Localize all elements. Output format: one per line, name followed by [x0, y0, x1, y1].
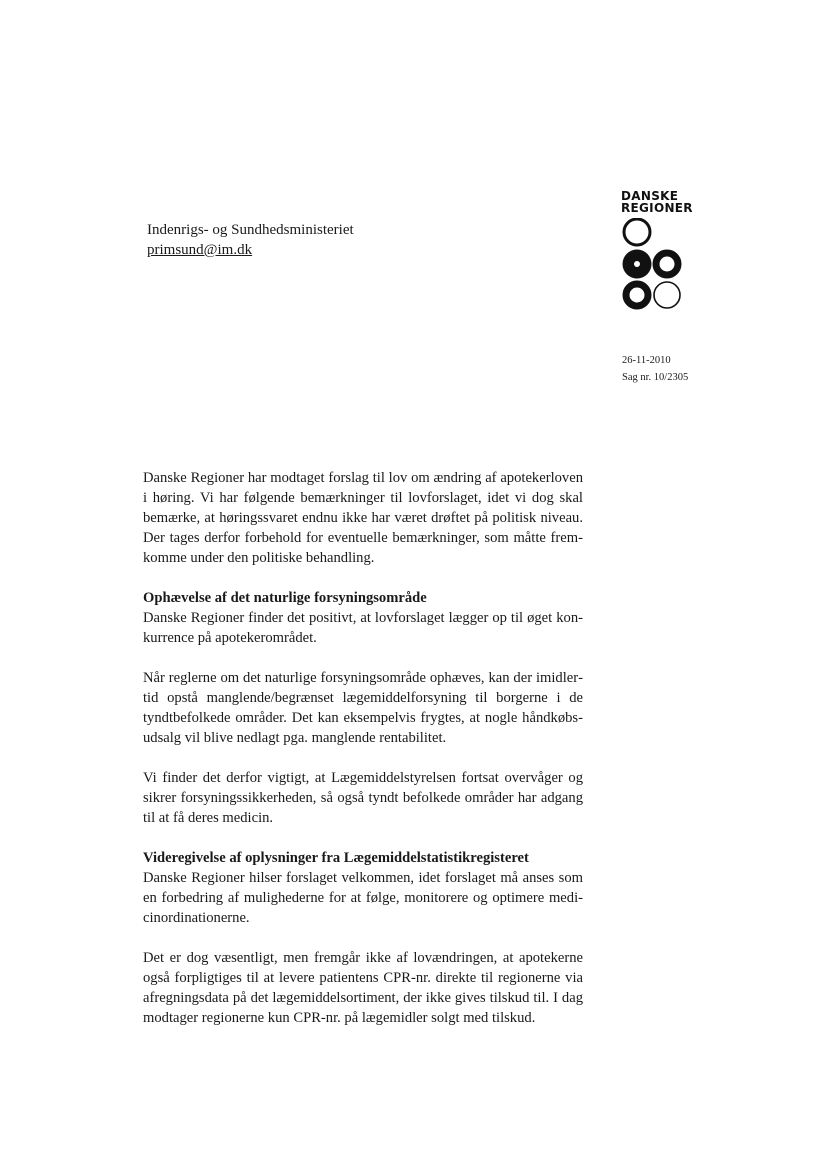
- section1-paragraph-2: Når reglerne om det naturlige forsyningsområde ophæves, kan der imidlertid opstå manglende/begrænset lægemiddelforsyning til borgerne i de tyndtbefolkede områder. Det kan eksempelvis frygtes, at nogle håndkøbsudsalg vil blive nedlagt pga. manglende rentabilitet.: [143, 670, 583, 746]
- danske-regioner-logo: [621, 190, 691, 312]
- section1-paragraph-3: Vi finder det derfor vigtigt, at Lægemiddelstyrelsen fortsat overvåger og sikrer forsyningssikkerheden, så også tyndt befolkede områder har adgang til at få deres medicin.: [143, 770, 583, 826]
- recipient-email-link[interactable]: primsund@im.dk: [147, 242, 253, 258]
- letter-body: [143, 468, 583, 1048]
- section2-paragraph-1: Danske Regioner hilser forslaget velkommen, idet forslaget må anses som en forbedring af mulighederne for at følge, monitorere og optimere medicinordinationerne.: [143, 870, 583, 926]
- logo-text-line1: DANSKE: [621, 189, 679, 203]
- section2-heading: Videregivelse af oplysninger fra Lægemiddelstatistikregisteret: [143, 850, 529, 866]
- section2-paragraph-2: Det er dog væsentligt, men fremgår ikke af lovændringen, at apotekerne også forpligtiges til at levere patientens CPR-nr. direkte til regionerne via afregningsdata på det lægemiddelsortiment, der ikke gives tilskud til. I dag modtager regionerne kun CPR-nr. på lægemidler solgt med tilskud.: [143, 950, 583, 1026]
- case-number: Sag nr. 10/2305: [622, 372, 689, 383]
- document-meta: [622, 352, 688, 386]
- document-date: 26-11-2010: [622, 355, 671, 366]
- recipient-block: [147, 220, 354, 260]
- recipient-name: Indenrigs- og Sundhedsministeriet: [147, 222, 354, 238]
- logo-circles-icon: [621, 218, 687, 312]
- section1-paragraph-1: Danske Regioner finder det positivt, at lovforslaget lægger op til øget konkurrence på apotekerområdet.: [143, 610, 583, 646]
- intro-paragraph: Danske Regioner har modtaget forslag til lov om ændring af apotekerloven i høring. Vi har følgende bemærkninger til lovforslaget, idet vi dog skal bemærke, at høringssvaret endnu ikke har været drøftet på politisk niveau. Der tages derfor forbehold for eventuelle bemærkninger, som måtte fremkomme under den politiske behandling.: [143, 470, 583, 566]
- logo-text-line2: REGIONER: [621, 201, 693, 215]
- section1-heading: Ophævelse af det naturlige forsyningsområde: [143, 590, 427, 606]
